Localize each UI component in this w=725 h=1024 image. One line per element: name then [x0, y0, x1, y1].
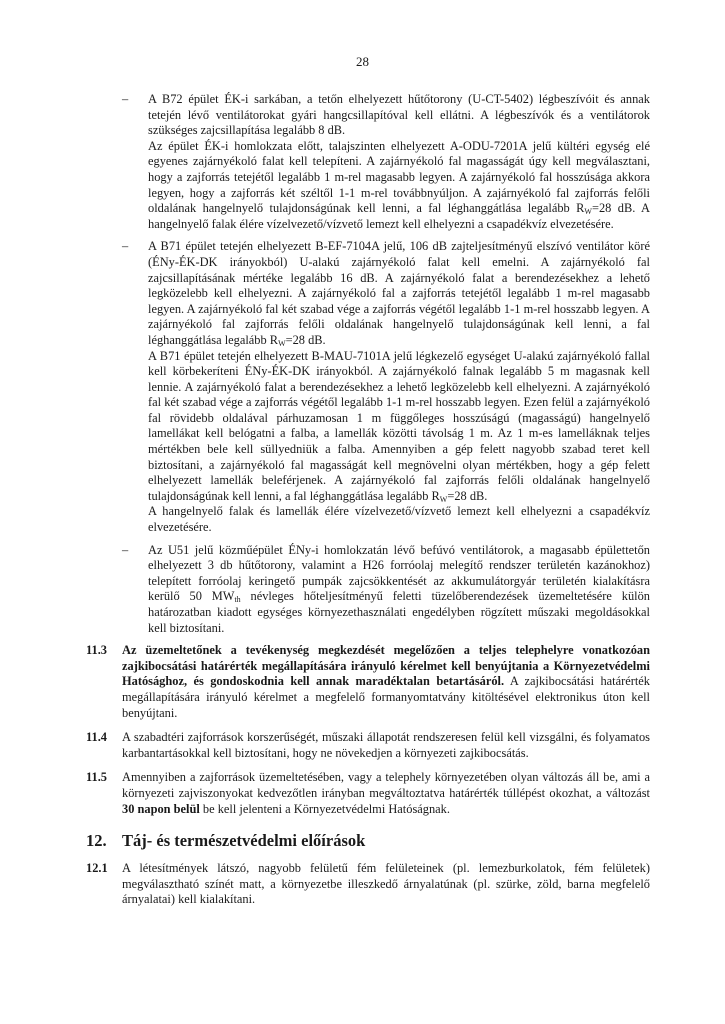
section-title: Táj- és természetvédelmi előírások — [122, 831, 366, 851]
numbered-item-11-4 — [86, 730, 650, 761]
paragraph: Az épület ÉK-i homlokzata előtt, talajszinten elhelyezett A-ODU-7201A jelű kültéri egység elé egyenes zajárnyékoló falat kell telepíteni. A zajárnyékoló fal magasságát úgy kell megválasztani, hogy a zajforrás tetejétől legalább 1 m-rel magasabb legyen. A zajárnyékoló fal hosszúsága akkora legyen, hogy a zajforrás két széltől 1-1 m-rel továbbnyúljon. A zajárnyékoló fal zajforrás felőli oldalának hangelnyelő tulajdonságúnak kell lenni, a fal léghanggátlása legalább $R_W=28$ dB. A hangelnyelő falak élére vízelvezető/vízvető lemezt kell elhelyezni a csapadékvíz elvezetésére. — [148, 138, 650, 231]
item-number: 12.1 — [86, 861, 108, 876]
dash-marker: – — [122, 542, 129, 557]
item-text: A létesítmények látszó, nagyobb felületű fém felületeinek (pl. lemezburkolatok, fém felületek) megválasztható színét matt, a környezetbe illeszkedő árnyalatúnak (pl. szürke, zöld, barna megfelelő árnyalatai) kell kialakítani. — [122, 861, 650, 907]
numbered-items — [86, 643, 650, 908]
paragraph: A B71 épület tetején elhelyezett B-EF-7104A jelű, 106 dB zajteljesítményű elszívó ventilátor köré (ÉNy-ÉK-DK irányokból) U-alakú zajárnyékoló falat kell emelni. A zajárnyékoló fal zajcsillapításának mértéke legalább 16 dB. A zajárnyékoló falat a berendezésekhez a lehető legközelebb kell elhelyezni. A zajárnyékoló fal a zajforrás tetejétől legalább 1 m-rel magasabb legyen. A zajárnyékoló fal két szabad vége a zajforrás végétől legalább 1-1 m-rel hosszabb legyen. A zajárnyékoló fal zajforrás felőli oldalának hangelnyelő tulajdonságúnak kell lenni, a fal léghanggátlása legalább $R_W=28$ dB. — [148, 239, 650, 348]
paragraph: A hangelnyelő falak és lamellák élére vízelvezető/vízvető lemezt kell elhelyezni a csapadékvíz elvezetésére. — [148, 504, 650, 535]
item-text: A szabadtéri zajforrások korszerűségét, műszaki állapotát rendszeresen felül kell vizsgálni, és folyamatos karbantartásokkal kell biztosítani, hogy ne növekedjen a környezeti zajkibocsátás. — [122, 730, 650, 760]
section-number: 12. — [86, 831, 107, 851]
numbered-item-11-3 — [86, 643, 650, 721]
dash-marker: – — [122, 92, 129, 106]
item-text: Amennyiben a zajforrások üzemeltetésében, vagy a telephely környezetében olyan változás áll be, ami a környezeti zajviszonyokat kedvezőtlen irányban megváltoztatva határérték túllépést okozhat, a változást 30 napon belül be kell jelenteni a Környezetvédelmi Hatóságnak. — [122, 770, 650, 816]
numbered-item-12-1 — [86, 861, 650, 908]
item-text: Az üzemeltetőnek a tevékenység megkezdését megelőzően a teljes telephelyre vonatkozóan zajkibocsátási határérték megállapítására irányuló kérelmet kell benyújtania a Környezetvédelmi Hatósághoz, és gondoskodnia kell annak maradéktalan betartásáról. A zajkibocsátási határérték megállapítására irányuló kérelmet a megfelelő formanyomtatvány kitöltésével elektronikus úton kell benyújtani. — [122, 643, 650, 720]
bullet-item — [122, 92, 650, 232]
bullet-item — [122, 543, 650, 637]
paragraph: Az U51 jelű közműépület ÉNy-i homlokzatán lévő befúvó ventilátorok, a magasabb épülettetőn elhelyezett 3 db hűtőtorony, valamint a H26 forróolaj melegítő rendszer területén kazánokhoz) telepített forróolaj keringető pumpák zajcsökkentését az akkumulátorgyár területén kialakításra kerülő 50 $MW_{th}$ névleges hőteljesítményű feletti tüzelőberendezések üzemeltetésére külön határozatban kiadott egységes környezethasználati engedélyben rögzített műszaki megoldásokkal kell biztosítani. — [148, 542, 650, 635]
bullet-list — [122, 92, 650, 636]
item-number: 11.5 — [86, 770, 107, 785]
item-number: 11.4 — [86, 730, 107, 745]
bullet-item — [122, 239, 650, 535]
dash-marker: – — [122, 239, 129, 254]
item-number: 11.3 — [86, 643, 107, 658]
paragraph: A B71 épület tetején elhelyezett B-MAU-7101A jelű légkezelő egységet U-alakú zajárnyékoló fallal kell körbekeríteni ÉNy-ÉK-DK irányokból. A zajárnyékoló falnak legalább 5 m magasnak kell lennie. A zajárnyékoló falat a berendezésekhez a lehető legközelebb kell elhelyezni. A zajárnyékoló fal két szabad vége a zajforrás végétől legalább 1-1 m-rel hosszabb legyen. Ezen felül a zajárnyékoló fal rövidebb oldalával párhuzamosan 1 m függőleges hosszúságú (magasságú) hangelnyelő lamellákat kell belógatni a falba, a lamellák közötti távolság 1 m. Az 1 m-es lamelláknak teljes mértékben bele kell süllyedniük a falba. Amennyiben a gép felett nagyobb szabad teret kell biztosítani, a zajárnyékoló fal magasságát kell megnövelni olyan mértékben, hogy a gép felett elhelyezett lamellák beleférjenek. A zajárnyékoló fal zajforrás felőli oldalának hangelnyelő tulajdonságúnak kell lenni, a fal léghanggátlása legalább $R_W=28$ dB. — [148, 348, 650, 504]
numbered-item-11-5 — [86, 770, 650, 817]
paragraph: A B72 épület ÉK-i sarkában, a tetőn elhelyezett hűtőtorony (U-CT-5402) légbeszívóit és annak tetején lévő ventilátorokat gyári hangcsillapítóval kell ellátni. A légbeszívók és a ventilátorok szükséges zajcsillapítása legalább 8 dB. — [148, 92, 650, 138]
page-number: 28 — [356, 54, 369, 69]
page-content — [86, 92, 650, 917]
section-heading-12 — [86, 831, 650, 851]
